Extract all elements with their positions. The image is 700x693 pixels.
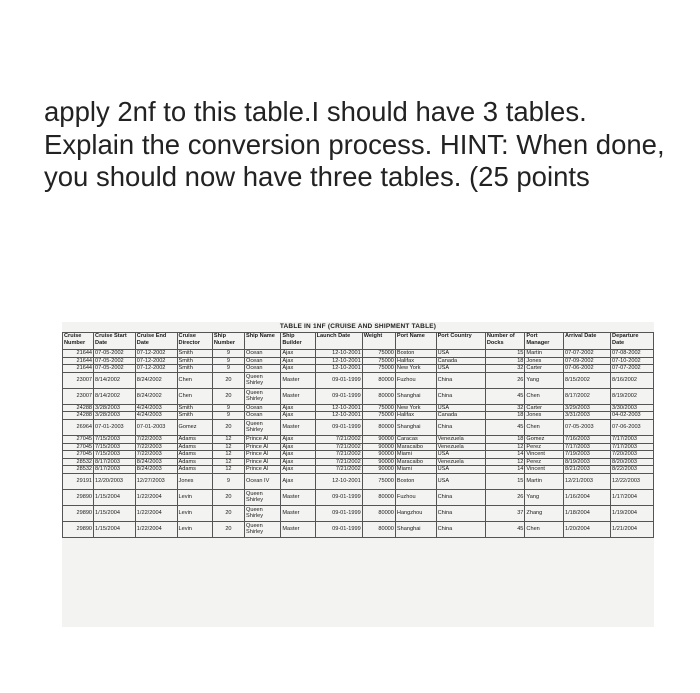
table-cell: Canada: [436, 357, 485, 365]
table-cell: Perez: [525, 443, 564, 451]
table-cell: 8/16/2002: [611, 372, 654, 388]
table-cell: 45: [485, 388, 525, 404]
table-cell: 7/21/2002: [315, 458, 362, 466]
table-cell: Levin: [177, 489, 212, 505]
table-photo: [62, 322, 654, 627]
table-cell: Master: [281, 489, 315, 505]
table-cell: Master: [281, 372, 315, 388]
table-row: [63, 443, 654, 451]
table-cell: 90000: [362, 458, 395, 466]
table-cell: 18: [485, 357, 525, 365]
table-cell: 9: [212, 473, 244, 489]
table-cell: 3/30/2003: [611, 404, 654, 412]
column-header: Arrival Date: [563, 333, 610, 350]
column-header: Cruise Number: [63, 333, 94, 350]
column-header: Ship Builder: [281, 333, 315, 350]
table-cell: New York: [395, 365, 436, 373]
table-cell: Shanghai: [395, 388, 436, 404]
table-cell: Master: [281, 521, 315, 537]
table-cell: Maracaibo: [395, 458, 436, 466]
table-cell: Miami: [395, 451, 436, 459]
table-cell: 8/20/2003: [611, 458, 654, 466]
table-cell: Ocean: [244, 350, 280, 358]
table-row: [63, 435, 654, 443]
table-cell: Venezuela: [436, 435, 485, 443]
table-cell: 32: [485, 365, 525, 373]
table-cell: 29890: [63, 505, 94, 521]
table-cell: 7/21/2002: [315, 435, 362, 443]
table-cell: 07-05-2003: [563, 419, 610, 435]
table-cell: 90000: [362, 435, 395, 443]
table-cell: 12: [212, 466, 244, 474]
table-cell: Prince Al: [244, 443, 280, 451]
table-cell: 80000: [362, 505, 395, 521]
table-cell: Master: [281, 388, 315, 404]
table-cell: 90000: [362, 466, 395, 474]
table-row: [63, 521, 654, 537]
table-cell: 28532: [63, 458, 94, 466]
table-cell: 12-10-2001: [315, 404, 362, 412]
table-cell: 29890: [63, 489, 94, 505]
table-cell: 14: [485, 466, 525, 474]
table-cell: Ajax: [281, 404, 315, 412]
table-cell: Ajax: [281, 435, 315, 443]
table-cell: 27045: [63, 451, 94, 459]
table-cell: Master: [281, 419, 315, 435]
table-cell: Perez: [525, 458, 564, 466]
table-cell: Carter: [525, 365, 564, 373]
table-cell: 24288: [63, 412, 94, 420]
table-cell: Martin: [525, 350, 564, 358]
column-header: Launch Date: [315, 333, 362, 350]
table-cell: China: [436, 505, 485, 521]
table-row: [63, 473, 654, 489]
table-cell: 90000: [362, 451, 395, 459]
table-cell: 8/24/2002: [135, 388, 177, 404]
table-cell: 20: [212, 372, 244, 388]
table-cell: 12/22/2003: [611, 473, 654, 489]
table-cell: 75000: [362, 404, 395, 412]
column-header: Ship Name: [244, 333, 280, 350]
table-cell: USA: [436, 473, 485, 489]
table-cell: Ajax: [281, 473, 315, 489]
table-cell: 07-08-2002: [611, 350, 654, 358]
table-cell: 75000: [362, 350, 395, 358]
table-cell: 07-12-2002: [135, 357, 177, 365]
table-row: [63, 404, 654, 412]
table-cell: 7/22/2003: [135, 435, 177, 443]
table-cell: 8/21/2003: [563, 466, 610, 474]
table-cell: Jones: [525, 357, 564, 365]
table-cell: Halifax: [395, 412, 436, 420]
table-cell: 07-05-2002: [94, 350, 136, 358]
table-cell: 28532: [63, 466, 94, 474]
table-cell: Adams: [177, 458, 212, 466]
table-cell: 24288: [63, 404, 94, 412]
table-cell: 20: [212, 388, 244, 404]
table-cell: Chen: [177, 388, 212, 404]
table-cell: Shanghai: [395, 521, 436, 537]
table-cell: 12/20/2003: [94, 473, 136, 489]
table-cell: 75000: [362, 365, 395, 373]
table-cell: 15: [485, 350, 525, 358]
table-cell: 21644: [63, 365, 94, 373]
table-cell: Carter: [525, 404, 564, 412]
table-cell: Venezuela: [436, 443, 485, 451]
table-cell: 7/20/2003: [611, 451, 654, 459]
table-cell: 75000: [362, 412, 395, 420]
column-header: Weight: [362, 333, 395, 350]
table-header-row: [63, 333, 654, 350]
table-cell: Ajax: [281, 357, 315, 365]
table-cell: 09-01-1999: [315, 521, 362, 537]
table-cell: 07-05-2002: [94, 365, 136, 373]
table-cell: Ajax: [281, 451, 315, 459]
table-cell: Chen: [177, 372, 212, 388]
column-header: Ship Number: [212, 333, 244, 350]
table-cell: 9: [212, 357, 244, 365]
column-header: Cruise Director: [177, 333, 212, 350]
table-cell: 7/16/2003: [563, 435, 610, 443]
table-cell: 1/16/2004: [563, 489, 610, 505]
table-cell: China: [436, 372, 485, 388]
table-cell: Levin: [177, 521, 212, 537]
table-cell: Smith: [177, 365, 212, 373]
table-cell: Prince Al: [244, 451, 280, 459]
table-cell: Maracaibo: [395, 443, 436, 451]
table-row: [63, 466, 654, 474]
cruise-shipment-table: [62, 332, 654, 538]
table-cell: 37: [485, 505, 525, 521]
table-row: [63, 451, 654, 459]
table-cell: 3/29/2003: [563, 404, 610, 412]
table-cell: Jones: [177, 473, 212, 489]
table-cell: 09-01-1999: [315, 489, 362, 505]
table-cell: 12-10-2001: [315, 357, 362, 365]
table-cell: USA: [436, 350, 485, 358]
table-cell: 12: [485, 458, 525, 466]
table-cell: Levin: [177, 505, 212, 521]
table-cell: Master: [281, 505, 315, 521]
table-cell: Yang: [525, 489, 564, 505]
table-cell: 8/17/2003: [94, 466, 136, 474]
table-cell: 80000: [362, 489, 395, 505]
table-cell: 8/14/2002: [94, 372, 136, 388]
table-cell: 12/27/2003: [135, 473, 177, 489]
table-cell: Boston: [395, 473, 436, 489]
table-cell: 04-02-2003: [611, 412, 654, 420]
table-cell: Caracas: [395, 435, 436, 443]
table-cell: 29890: [63, 521, 94, 537]
table-row: [63, 489, 654, 505]
table-cell: 12/21/2003: [563, 473, 610, 489]
table-cell: 12: [212, 451, 244, 459]
table-cell: Chen: [525, 521, 564, 537]
table-cell: 07-01-2003: [135, 419, 177, 435]
table-cell: Adams: [177, 435, 212, 443]
table-cell: Ocean: [244, 365, 280, 373]
table-cell: Smith: [177, 412, 212, 420]
table-cell: 7/17/2003: [611, 435, 654, 443]
table-cell: 1/18/2004: [563, 505, 610, 521]
table-cell: Queen Shirley: [244, 372, 280, 388]
table-cell: 09-01-1999: [315, 372, 362, 388]
table-cell: 15: [485, 473, 525, 489]
table-row: [63, 412, 654, 420]
table-cell: 7/21/2002: [315, 451, 362, 459]
table-cell: 7/22/2003: [135, 451, 177, 459]
table-cell: 8/24/2003: [135, 458, 177, 466]
table-cell: Boston: [395, 350, 436, 358]
table-cell: 7/21/2002: [315, 443, 362, 451]
table-cell: Queen Shirley: [244, 521, 280, 537]
table-cell: Ajax: [281, 350, 315, 358]
table-cell: Smith: [177, 350, 212, 358]
table-cell: 9: [212, 365, 244, 373]
table-cell: Smith: [177, 357, 212, 365]
table-cell: 4/24/2003: [135, 412, 177, 420]
table-cell: 7/17/2003: [563, 443, 610, 451]
table-cell: Ajax: [281, 458, 315, 466]
table-cell: 3/31/2003: [563, 412, 610, 420]
table-cell: Shanghai: [395, 419, 436, 435]
column-header: Port Name: [395, 333, 436, 350]
table-cell: 8/24/2002: [135, 372, 177, 388]
table-cell: 7/15/2003: [94, 435, 136, 443]
table-cell: USA: [436, 451, 485, 459]
table-cell: 09-01-1999: [315, 388, 362, 404]
table-cell: 1/15/2004: [94, 489, 136, 505]
table-cell: 8/19/2003: [563, 458, 610, 466]
table-cell: Queen Shirley: [244, 419, 280, 435]
table-row: [63, 388, 654, 404]
table-cell: 8/17/2003: [94, 458, 136, 466]
table-cell: 1/22/2004: [135, 489, 177, 505]
table-cell: 07-05-2002: [94, 357, 136, 365]
column-header: Port Manager: [525, 333, 564, 350]
table-cell: Halifax: [395, 357, 436, 365]
table-cell: 1/15/2004: [94, 505, 136, 521]
table-cell: China: [436, 521, 485, 537]
table-cell: 12-10-2001: [315, 473, 362, 489]
table-cell: 8/19/2002: [611, 388, 654, 404]
table-cell: Chen: [525, 388, 564, 404]
table-cell: 8/22/2003: [611, 466, 654, 474]
table-cell: Adams: [177, 466, 212, 474]
table-cell: 8/17/2002: [563, 388, 610, 404]
table-title: TABLE IN 1NF (CRUISE AND SHIPMENT TABLE): [279, 323, 437, 330]
table-cell: 23007: [63, 372, 94, 388]
table-cell: 7/15/2003: [94, 443, 136, 451]
table-cell: 21644: [63, 357, 94, 365]
table-cell: 27045: [63, 435, 94, 443]
table-cell: Canada: [436, 412, 485, 420]
table-cell: 75000: [362, 357, 395, 365]
table-row: [63, 372, 654, 388]
table-cell: 12: [212, 443, 244, 451]
table-cell: 7/19/2003: [563, 451, 610, 459]
table-cell: 9: [212, 350, 244, 358]
table-cell: 26964: [63, 419, 94, 435]
table-cell: Hangzhou: [395, 505, 436, 521]
table-cell: 07-06-2002: [563, 365, 610, 373]
table-cell: Jones: [525, 412, 564, 420]
table-cell: Fuzhou: [395, 489, 436, 505]
table-cell: Smith: [177, 404, 212, 412]
table-cell: 09-01-1999: [315, 505, 362, 521]
table-cell: China: [436, 419, 485, 435]
table-row: [63, 505, 654, 521]
table-cell: 12: [212, 458, 244, 466]
table-row: [63, 350, 654, 358]
table-cell: 90000: [362, 443, 395, 451]
table-cell: 1/15/2004: [94, 521, 136, 537]
table-cell: 80000: [362, 372, 395, 388]
table-cell: 8/15/2002: [563, 372, 610, 388]
column-header: Cruise Start Date: [94, 333, 136, 350]
table-cell: 1/17/2004: [611, 489, 654, 505]
table-cell: 7/22/2003: [135, 443, 177, 451]
table-cell: 12: [212, 435, 244, 443]
column-header: Port Country: [436, 333, 485, 350]
table-cell: Ajax: [281, 412, 315, 420]
table-cell: Martin: [525, 473, 564, 489]
table-cell: Adams: [177, 451, 212, 459]
question-text: apply 2nf to this table.I should have 3 tables. Explain the conversion process. HINT: When done, you should now have three tables. (25 points: [44, 96, 665, 192]
table-cell: 07-01-2003: [94, 419, 136, 435]
table-cell: Vincent: [525, 451, 564, 459]
table-cell: 07-10-2002: [611, 357, 654, 365]
table-cell: 27045: [63, 443, 94, 451]
table-cell: 7/15/2003: [94, 451, 136, 459]
table-body: [63, 350, 654, 538]
table-cell: New York: [395, 404, 436, 412]
table-cell: 07-12-2002: [135, 365, 177, 373]
table-row: [63, 458, 654, 466]
table-cell: 12: [485, 443, 525, 451]
table-cell: 07-06-2003: [611, 419, 654, 435]
table-cell: Ocean: [244, 404, 280, 412]
table-cell: Zhang: [525, 505, 564, 521]
table-cell: Ocean: [244, 412, 280, 420]
table-cell: Ocean IV: [244, 473, 280, 489]
table-cell: 1/19/2004: [611, 505, 654, 521]
table-cell: Queen Shirley: [244, 388, 280, 404]
table-cell: 9: [212, 412, 244, 420]
table-cell: 12-10-2001: [315, 365, 362, 373]
table-cell: 45: [485, 521, 525, 537]
table-cell: 12-10-2001: [315, 412, 362, 420]
table-cell: 20: [212, 419, 244, 435]
table-cell: 7/21/2002: [315, 466, 362, 474]
table-cell: Queen Shirley: [244, 505, 280, 521]
table-cell: Ajax: [281, 466, 315, 474]
column-header: Number of Docks: [485, 333, 525, 350]
table-cell: 1/22/2004: [135, 505, 177, 521]
table-cell: Ajax: [281, 443, 315, 451]
table-cell: 45: [485, 419, 525, 435]
table-cell: 26: [485, 489, 525, 505]
table-cell: 21644: [63, 350, 94, 358]
table-cell: 14: [485, 451, 525, 459]
table-cell: 09-01-1999: [315, 419, 362, 435]
table-cell: Vincent: [525, 466, 564, 474]
table-cell: 8/24/2003: [135, 466, 177, 474]
table-cell: USA: [436, 365, 485, 373]
table-cell: 1/22/2004: [135, 521, 177, 537]
table-cell: 07-12-2002: [135, 350, 177, 358]
column-header: Departure Date: [611, 333, 654, 350]
table-cell: Prince Al: [244, 466, 280, 474]
table-cell: USA: [436, 466, 485, 474]
table-cell: 18: [485, 412, 525, 420]
table-cell: 20: [212, 505, 244, 521]
table-cell: Venezuela: [436, 458, 485, 466]
table-cell: Queen Shirley: [244, 489, 280, 505]
table-cell: 3/28/2003: [94, 404, 136, 412]
table-cell: 29191: [63, 473, 94, 489]
table-row: [63, 357, 654, 365]
table-cell: 80000: [362, 388, 395, 404]
table-cell: Chen: [525, 419, 564, 435]
table-cell: 26: [485, 372, 525, 388]
table-cell: 07-07-2002: [611, 365, 654, 373]
table-cell: 7/17/2003: [611, 443, 654, 451]
table-cell: 8/14/2002: [94, 388, 136, 404]
table-cell: 07-07-2002: [563, 350, 610, 358]
table-cell: Prince Al: [244, 435, 280, 443]
table-cell: 32: [485, 404, 525, 412]
table-cell: 1/20/2004: [563, 521, 610, 537]
table-cell: Ajax: [281, 365, 315, 373]
table-cell: 20: [212, 521, 244, 537]
table-cell: Gomez: [525, 435, 564, 443]
table-cell: USA: [436, 404, 485, 412]
table-cell: 80000: [362, 419, 395, 435]
table-cell: 1/21/2004: [611, 521, 654, 537]
table-cell: Miami: [395, 466, 436, 474]
table-row: [63, 365, 654, 373]
table-cell: 80000: [362, 521, 395, 537]
table-cell: 20: [212, 489, 244, 505]
column-header: Cruise End Date: [135, 333, 177, 350]
table-cell: Gomez: [177, 419, 212, 435]
table-cell: 3/28/2003: [94, 412, 136, 420]
table-cell: 75000: [362, 473, 395, 489]
table-cell: China: [436, 388, 485, 404]
table-cell: China: [436, 489, 485, 505]
table-cell: 12-10-2001: [315, 350, 362, 358]
table-cell: Adams: [177, 443, 212, 451]
table-cell: 23007: [63, 388, 94, 404]
table-cell: 4/24/2003: [135, 404, 177, 412]
table-cell: 07-09-2002: [563, 357, 610, 365]
table-cell: Ocean: [244, 357, 280, 365]
table-cell: Fuzhou: [395, 372, 436, 388]
table-cell: 18: [485, 435, 525, 443]
table-cell: Prince Al: [244, 458, 280, 466]
table-cell: Yang: [525, 372, 564, 388]
table-cell: 9: [212, 404, 244, 412]
table-row: [63, 419, 654, 435]
